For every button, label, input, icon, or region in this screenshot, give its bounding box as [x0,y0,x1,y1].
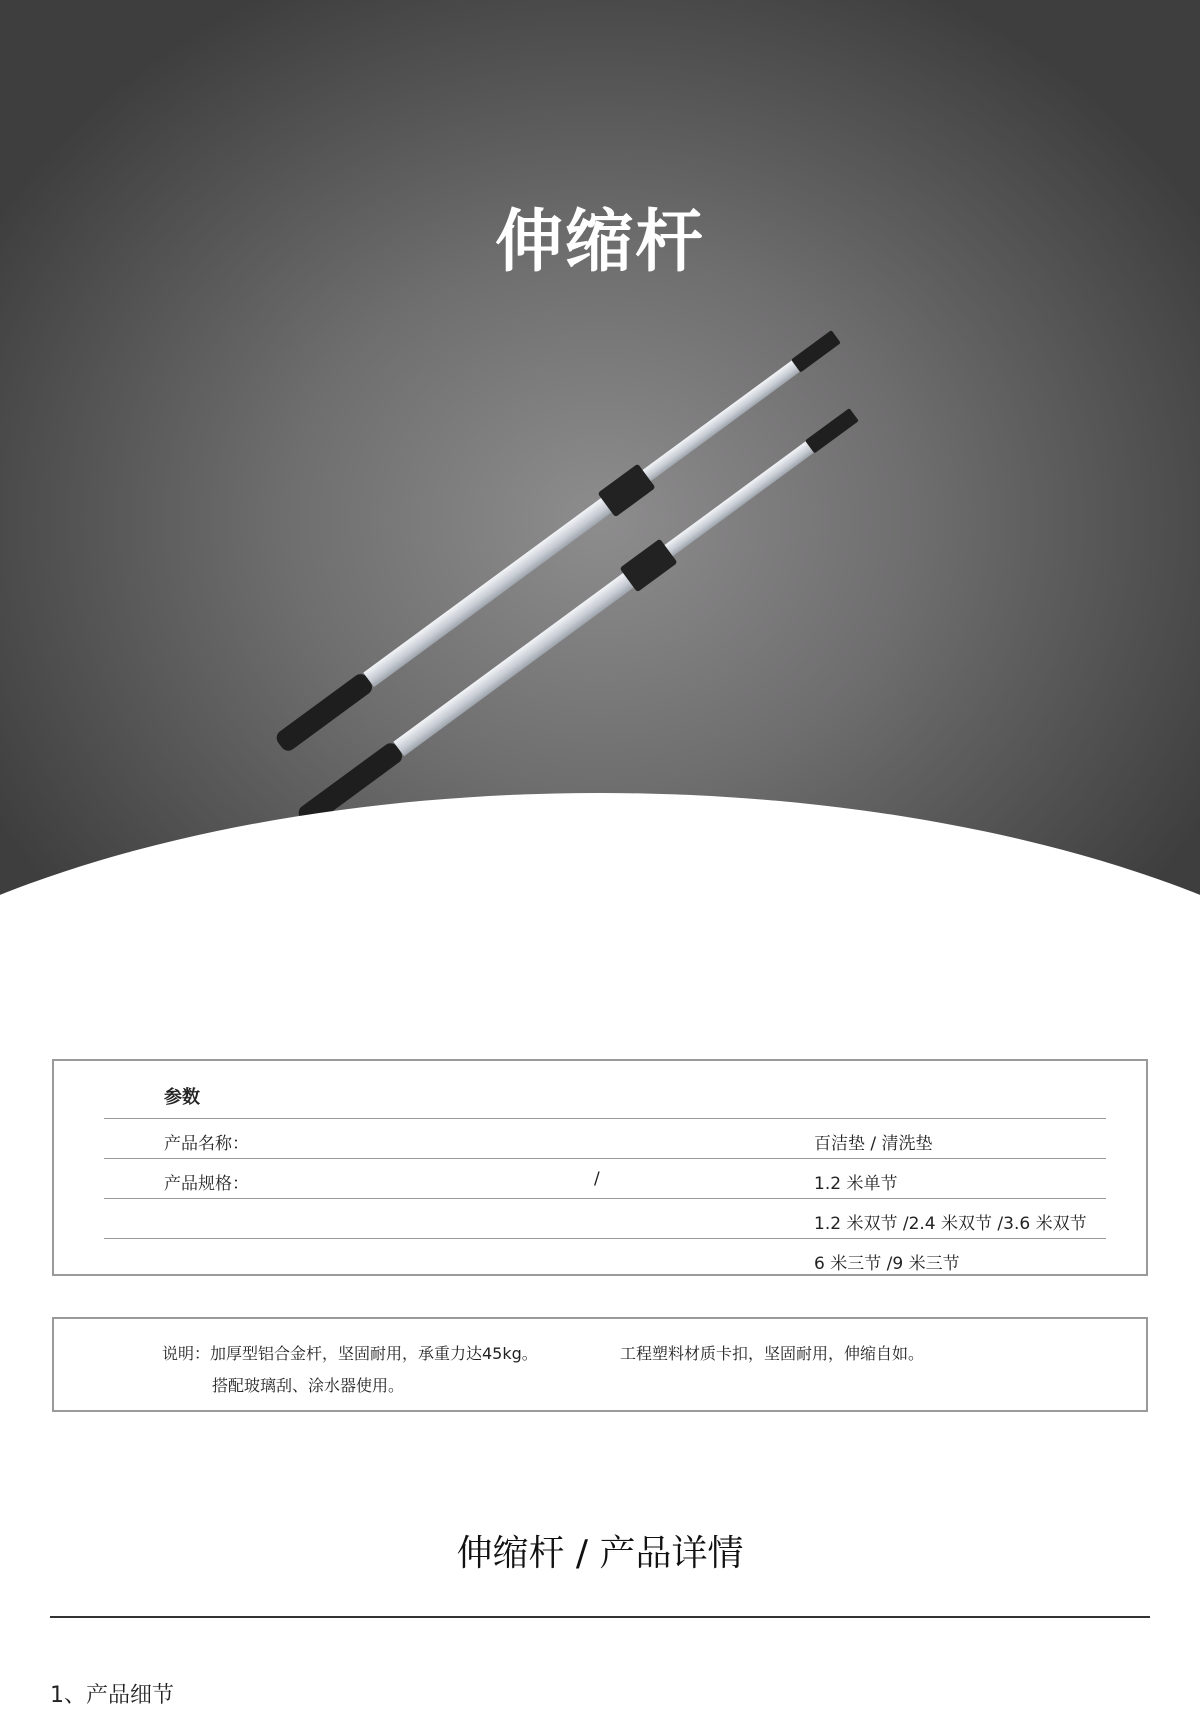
table-row [104,1119,1106,1159]
row-value: 1.2 米双节 /2.4 米双节 /3.6 米双节 [814,1214,1087,1234]
description-box [52,1317,1148,1412]
divider [50,1616,1150,1618]
row-label: 产品名称： [164,1134,249,1154]
details-title: 伸缩杆 / 产品详情 [456,1533,744,1574]
table-row [104,1199,1106,1239]
row-value: 百洁垫 / 清洗垫 [814,1134,933,1154]
table-header [104,1061,1106,1119]
table-row [104,1159,1106,1199]
parameters-table [52,1059,1148,1276]
row-value: 6 米三节 /9 米三节 [814,1254,960,1274]
table-row [104,1239,1106,1277]
subsection-title: 1、产品细节 [50,1683,174,1708]
row-value: 1.2 米单节 [814,1174,898,1194]
row-label: 产品规格： [164,1174,249,1194]
note-line-1a: 说明：加厚型铝合金杆，坚固耐用，承重力达45kg。 [162,1344,538,1363]
row-mid: / [594,1169,600,1189]
hero-title: 伸缩杆 [494,203,705,282]
params-heading: 参数 [164,1087,200,1108]
note-line-2: 搭配玻璃刮、涂水器使用。 [212,1376,405,1395]
note-line-1b: 工程塑料材质卡扣，坚固耐用，伸缩自如。 [620,1344,925,1363]
